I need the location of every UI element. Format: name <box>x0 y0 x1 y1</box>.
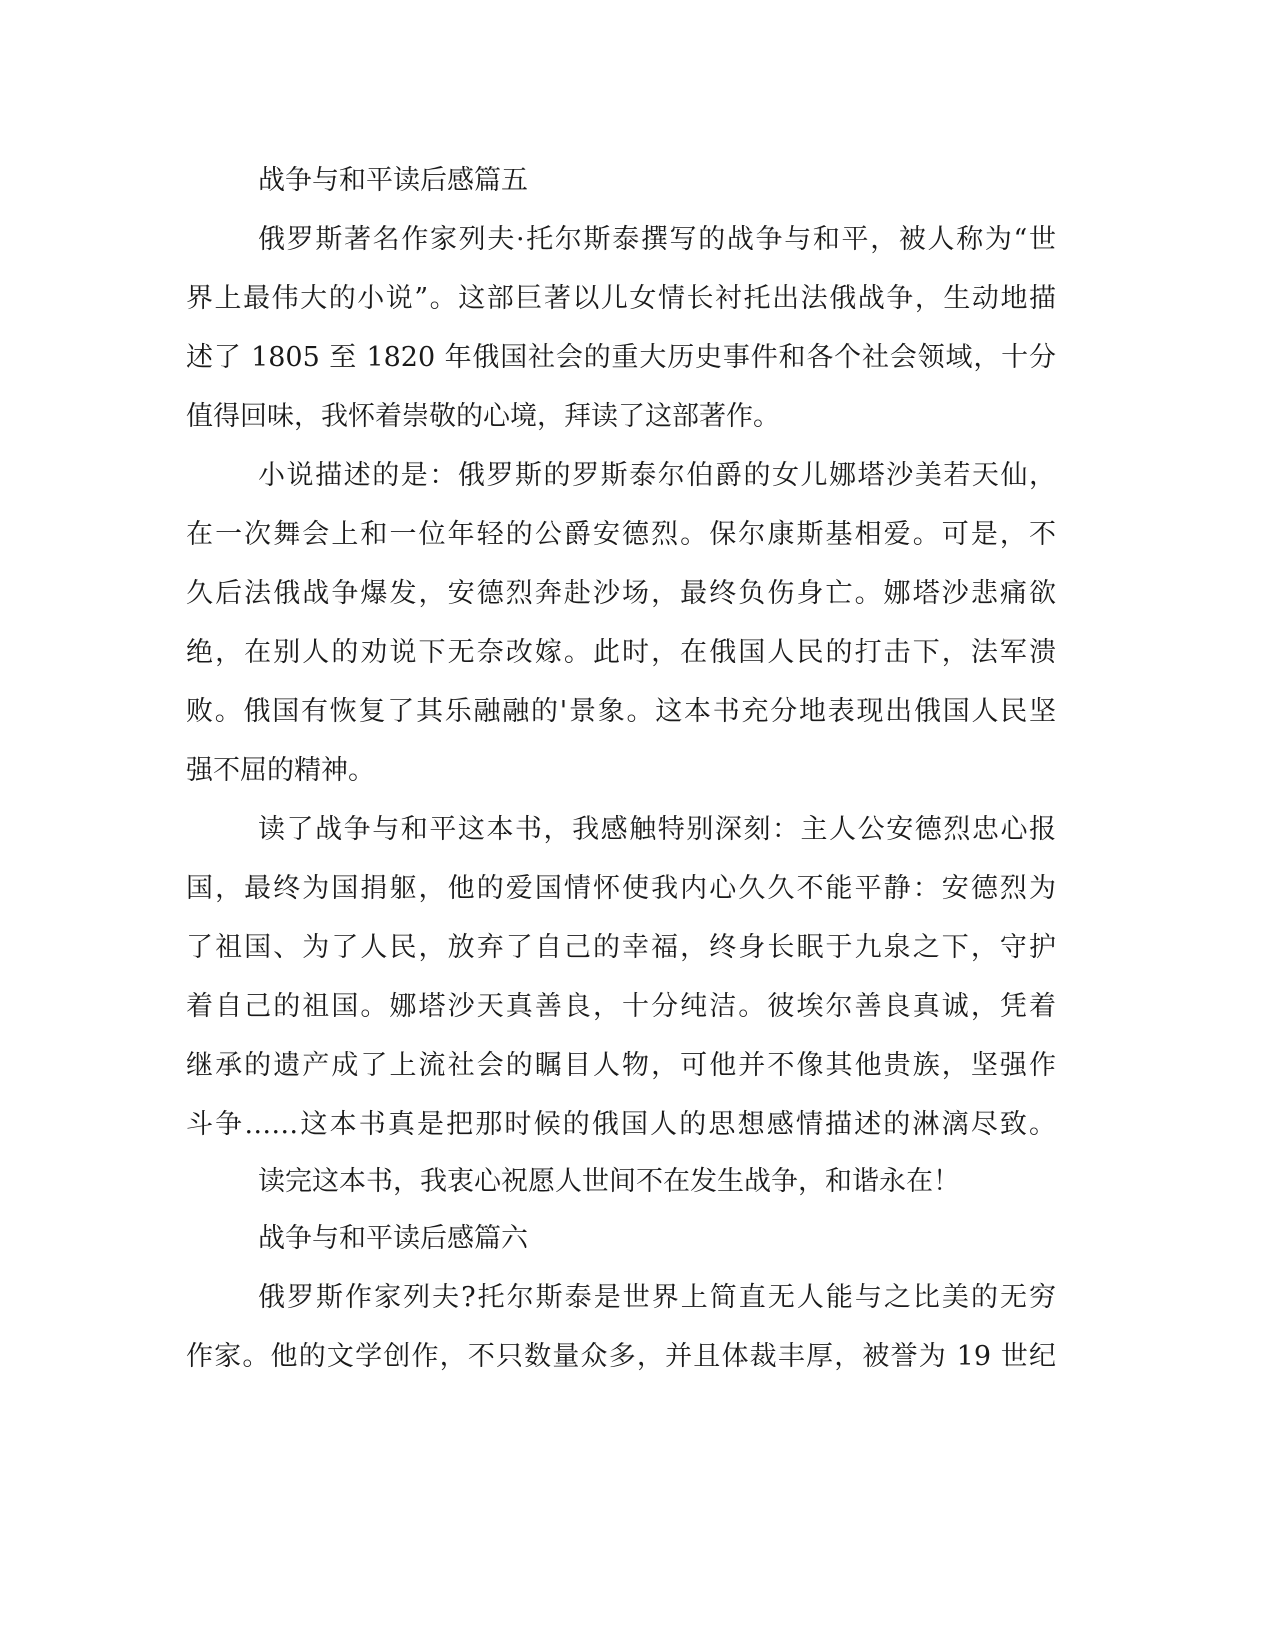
paragraph-line: 绝，在别人的劝说下无奈改嫁。此时，在俄国人民的打击下，法军溃 <box>186 637 1056 668</box>
paragraph-line: 在一次舞会上和一位年轻的公爵安德烈。保尔康斯基相爱。可是，不 <box>186 519 1056 550</box>
paragraph-line: 国，最终为国捐躯，他的爱国情怀使我内心久久不能平静：安德烈为 <box>186 873 1056 904</box>
section-heading: 战争与和平读后感篇六 <box>258 1223 528 1254</box>
paragraph-line: 俄罗斯著名作家列夫·托尔斯泰撰写的战争与和平，被人称为“世 <box>258 224 1056 255</box>
paragraph-line: 界上最伟大的小说”。这部巨著以儿女情长衬托出法俄战争，生动地描 <box>186 283 1056 314</box>
paragraph-line: 久后法俄战争爆发，安德烈奔赴沙场，最终负伤身亡。娜塔沙悲痛欲 <box>186 578 1056 609</box>
paragraph-line: 值得回味，我怀着崇敬的心境，拜读了这部著作。 <box>186 401 780 432</box>
paragraph-line: 强不屈的精神。 <box>186 755 375 786</box>
paragraph-line: 小说描述的是：俄罗斯的罗斯泰尔伯爵的女儿娜塔沙美若天仙， <box>258 460 1056 491</box>
paragraph-line: 斗争……这本书真是把那时候的俄国人的思想感情描述的淋漓尽致。 <box>186 1109 1056 1140</box>
paragraph-line: 着自己的祖国。娜塔沙天真善良，十分纯洁。彼埃尔善良真诚，凭着 <box>186 991 1056 1022</box>
paragraph-line: 述了 1805 至 1820 年俄国社会的重大历史事件和各个社会领域，十分 <box>186 342 1056 373</box>
paragraph-line: 读了战争与和平这本书，我感触特别深刻：主人公安德烈忠心报 <box>258 814 1056 845</box>
section-heading: 战争与和平读后感篇五 <box>258 165 528 196</box>
paragraph-line: 作家。他的文学创作，不只数量众多，并且体裁丰厚，被誉为 19 世纪 <box>186 1341 1056 1372</box>
paragraph-line: 了祖国、为了人民，放弃了自己的幸福，终身长眠于九泉之下，守护 <box>186 932 1056 963</box>
paragraph-line: 败。俄国有恢复了其乐融融的'景象。这本书充分地表现出俄国人民坚 <box>186 696 1056 727</box>
paragraph-line: 俄罗斯作家列夫?托尔斯泰是世界上简直无人能与之比美的无穷 <box>258 1282 1056 1313</box>
paragraph-line: 继承的遗产成了上流社会的瞩目人物，可他并不像其他贵族，坚强作 <box>186 1050 1056 1081</box>
paragraph-line: 读完这本书，我衷心祝愿人世间不在发生战争，和谐永在！ <box>258 1166 960 1197</box>
